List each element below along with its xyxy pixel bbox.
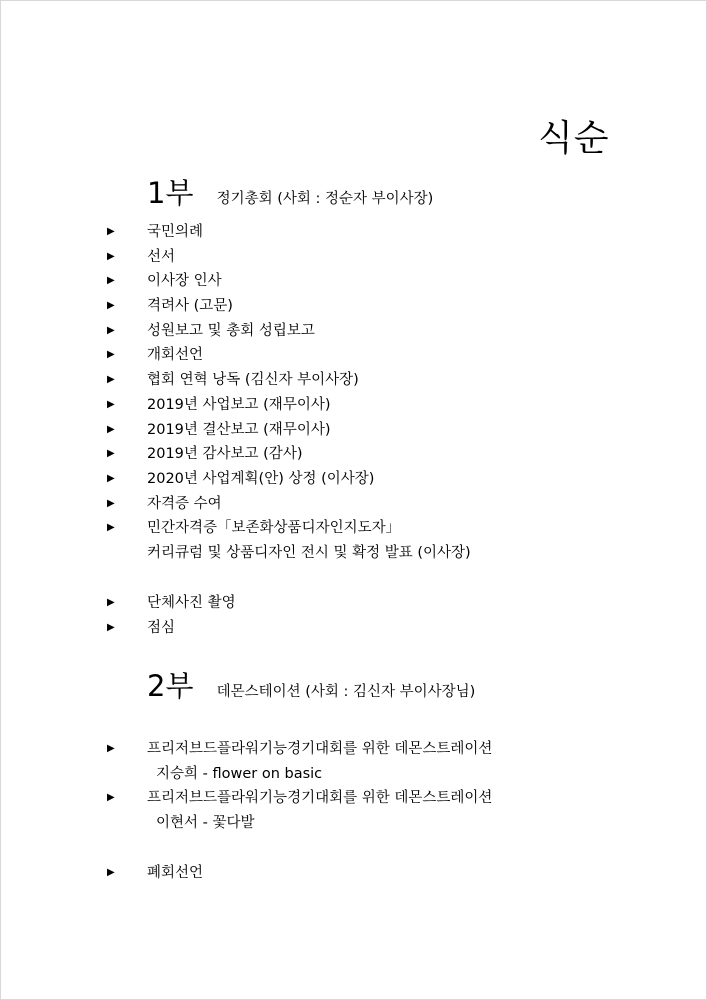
bullet-icon: ▶ xyxy=(107,743,115,754)
bullet-icon: ▶ xyxy=(107,472,115,484)
list-item-text: 단체사진 촬영 xyxy=(147,595,236,611)
part1-description: 정기총회 (사회 : 정순자 부이사장) xyxy=(216,191,434,207)
list-item-text: 국민의례 xyxy=(147,224,204,240)
list-item-text: 자격증 수여 xyxy=(147,495,222,512)
list-item xyxy=(1,786,707,835)
list-item xyxy=(1,393,707,418)
list-item-subtext: 이현서 - 꽃다발 xyxy=(156,815,255,832)
list-item xyxy=(1,442,707,467)
part2-item-list xyxy=(1,737,707,836)
list-item-text: 성원보고 및 총회 성립보고 xyxy=(147,322,315,339)
list-item-text: 개회선언 xyxy=(147,347,204,364)
part2-number: 2부 xyxy=(147,669,194,703)
list-item xyxy=(1,343,707,368)
bullet-icon: ▶ xyxy=(107,522,115,534)
list-item-text: 협회 연혁 낭독 (김신자 부이사장) xyxy=(147,372,359,389)
list-item-text: 점심 xyxy=(147,619,176,636)
part1-number: 1부 xyxy=(147,176,194,210)
list-item-subtext: 커리큐럼 및 상품디자인 전시 및 확정 발표 (이사장) xyxy=(147,544,471,561)
list-item-text: 선서 xyxy=(147,248,176,265)
list-item-text: 격려사 (고문) xyxy=(147,298,233,315)
bullet-icon: ▶ xyxy=(107,867,115,878)
list-item xyxy=(1,467,707,492)
bullet-icon: ▶ xyxy=(107,275,115,287)
list-item xyxy=(1,245,707,270)
list-item xyxy=(1,220,707,245)
list-item xyxy=(1,616,707,641)
part2-header xyxy=(147,668,475,704)
list-item xyxy=(1,516,707,565)
part2-description: 데몬스테이션 (사회 : 김신자 부이사장님) xyxy=(216,684,476,700)
bullet-icon: ▶ xyxy=(107,621,115,633)
list-item-text: 프리저브드플라워기능경기대회를 위한 데몬스트레이션 xyxy=(147,790,493,807)
list-item-text: 2019년 사업보고 (재무이사) xyxy=(147,396,331,413)
bullet-icon: ▶ xyxy=(107,497,115,509)
list-item-text: 2019년 결산보고 (재무이사) xyxy=(147,421,331,438)
list-item xyxy=(1,269,707,294)
bullet-icon: ▶ xyxy=(107,349,115,361)
page-title: 식순 xyxy=(538,118,610,159)
bullet-icon: ▶ xyxy=(107,398,115,410)
bullet-icon: ▶ xyxy=(107,250,115,262)
list-item xyxy=(1,368,707,393)
bullet-icon: ▶ xyxy=(107,324,115,336)
list-item-text: 민간자격증「보존화상품디자인지도자」 xyxy=(147,520,401,537)
list-item xyxy=(1,591,707,616)
list-item-text: 이사장 인사 xyxy=(147,273,222,290)
list-item xyxy=(1,418,707,443)
bullet-icon: ▶ xyxy=(107,792,115,804)
list-item-subtext: 지승희 - flower on basic xyxy=(156,765,323,782)
list-item xyxy=(1,492,707,517)
list-item-text: 폐회선언 xyxy=(147,865,204,881)
list-item xyxy=(1,861,707,886)
list-item xyxy=(1,319,707,344)
bullet-icon: ▶ xyxy=(107,300,115,312)
list-item-text: 프리저브드플라워기능경기대회를 위한 데몬스트레이션 xyxy=(147,741,493,757)
bullet-icon: ▶ xyxy=(107,226,115,237)
part1-item-list xyxy=(1,220,707,566)
list-item-text: 2019년 감사보고 (감사) xyxy=(147,446,303,463)
bullet-icon: ▶ xyxy=(107,423,115,435)
list-item-text: 2020년 사업계획(안) 상정 (이사장) xyxy=(147,470,375,487)
part1-header xyxy=(147,175,433,211)
bullet-icon: ▶ xyxy=(107,448,115,460)
bullet-icon: ▶ xyxy=(107,374,115,386)
list-item xyxy=(1,737,707,786)
closing-list xyxy=(1,861,707,886)
bullet-icon: ▶ xyxy=(107,597,115,608)
list-item xyxy=(1,294,707,319)
part1-after-list xyxy=(1,591,707,640)
